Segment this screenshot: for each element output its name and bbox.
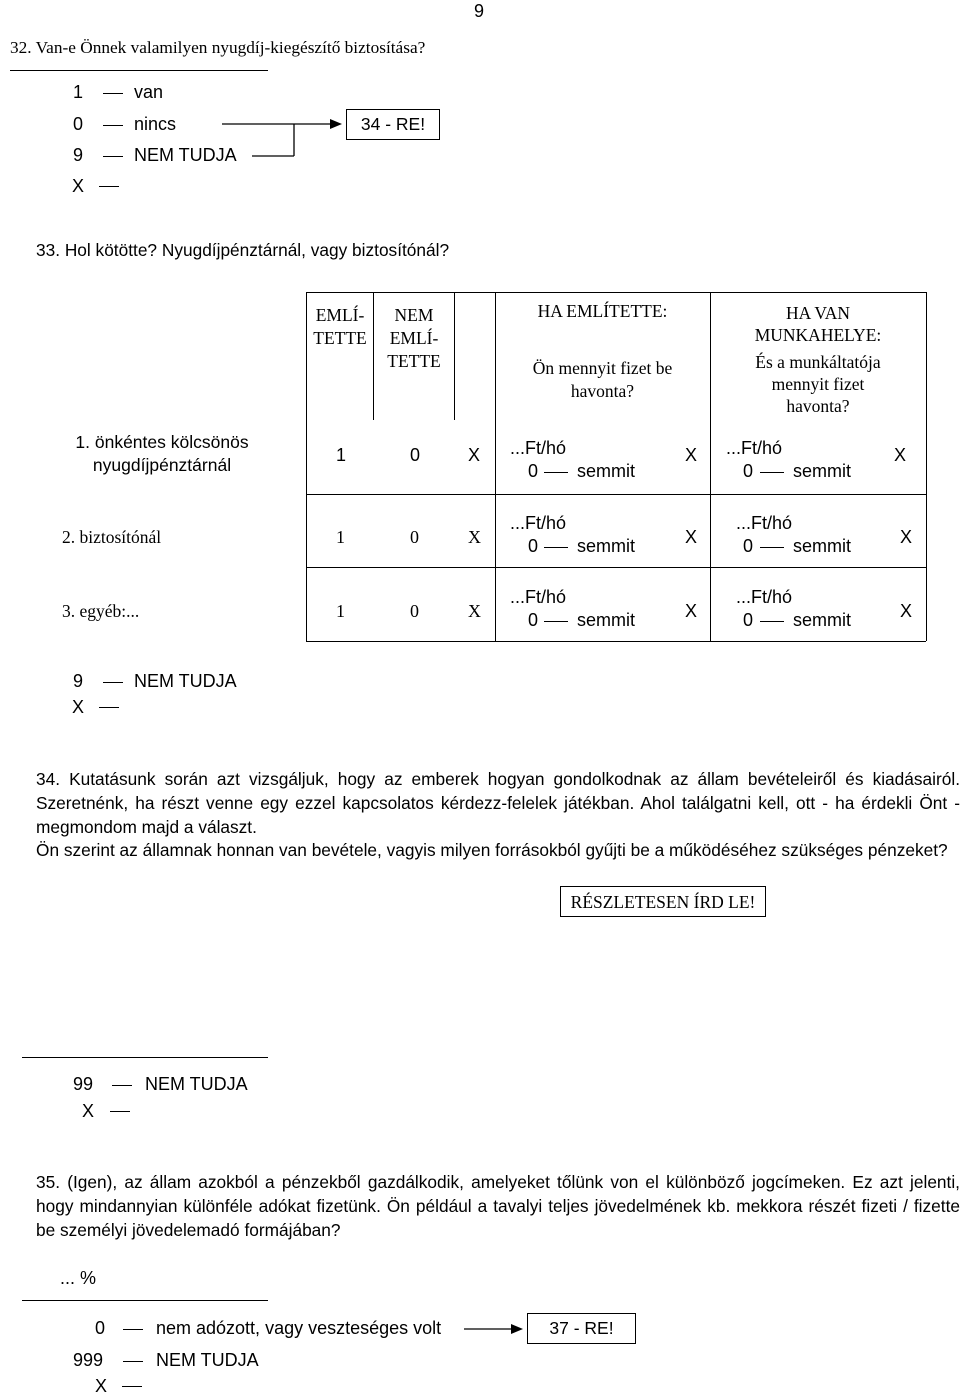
option-label: van xyxy=(134,82,164,102)
header-if-employed: HA VAN MUNKAHELYE: xyxy=(754,303,882,345)
option-code: X xyxy=(72,176,85,196)
code-1: 1 xyxy=(336,527,345,547)
q34-intro-text: 34. Kutatásunk során azt vizsgáljuk, hogy az emberek hogyan gondolkodnak az állam bevételeiről és kiadásairól. Szeretnénk, ha részt venne egy ezzel kapcsolatos kérdezz-felelek játékban. Ahol találgatni kell, ott - ha érdekli Önt - megmondom majd a választ. xyxy=(36,769,960,837)
amount-blank: ...Ft/hó xyxy=(736,513,793,533)
row-label: 1. önkéntes kölcsönös nyugdíjpénztárnál xyxy=(75,432,249,475)
code-0: 0 xyxy=(410,445,421,465)
option-code: 9 xyxy=(73,145,84,165)
none-label: semmit xyxy=(577,610,635,630)
code-1: 1 xyxy=(336,601,345,621)
none-code: 0 xyxy=(528,536,539,556)
q32-question: 32. Van-e Önnek valamilyen nyugdíj-kiegészítő biztosítása? xyxy=(10,38,426,57)
amount-blank: ...Ft/hó xyxy=(510,438,567,458)
option-label: NEM TUDJA xyxy=(134,671,237,691)
none-code: 0 xyxy=(528,461,539,481)
header-not-mentioned: NEM EMLÍ- TETTE xyxy=(387,305,441,371)
none-label: semmit xyxy=(577,536,635,556)
header-mentioned: EMLÍ- TETTE xyxy=(313,305,367,348)
row-label: 3. egyéb:... xyxy=(62,601,140,621)
none-code: 0 xyxy=(743,461,754,481)
header-if-mentioned: HA EMLÍTETTE: xyxy=(537,301,668,321)
skip-to-34-box: 34 - RE! xyxy=(346,109,440,140)
option-label: NEM TUDJA xyxy=(134,145,237,165)
code-x: X xyxy=(468,601,481,621)
option-code: X xyxy=(82,1101,95,1121)
option-label: NEM TUDJA xyxy=(145,1074,248,1094)
none-label: semmit xyxy=(577,461,635,481)
none-code: 0 xyxy=(743,610,754,630)
amount-blank: ...Ft/hó xyxy=(510,513,567,533)
code-1: 1 xyxy=(336,445,347,465)
code-x: X xyxy=(685,601,698,621)
none-label: semmit xyxy=(793,610,851,630)
code-x: X xyxy=(468,527,481,547)
option-code: X xyxy=(95,1376,108,1396)
code-0: 0 xyxy=(410,601,419,621)
none-label: semmit xyxy=(793,461,851,481)
option-code: X xyxy=(72,697,85,717)
code-x: X xyxy=(894,445,907,465)
option-label: NEM TUDJA xyxy=(156,1350,259,1370)
q35-question-text: 35. (Igen), az állam azokból a pénzekből gazdálkodik, amelyeket tőlünk von el különböző jogcímeken. Ez azt jelenti, hogy mindannyian különféle adókat fizetünk. Ön például a tavalyi teljes jövedelmének kb. mekkora részét fizeti / fizette be személyi jövedelemadó formájában? xyxy=(36,1172,960,1240)
code-x: X xyxy=(900,601,913,621)
amount-blank: ...Ft/hó xyxy=(736,587,793,607)
option-code: 9 xyxy=(73,671,84,691)
amount-blank: ...Ft/hó xyxy=(510,587,567,607)
option-code: 1 xyxy=(73,82,84,102)
amount-blank: ...Ft/hó xyxy=(726,438,783,458)
code-x: X xyxy=(685,527,698,547)
page-number: 9 xyxy=(474,1,485,21)
option-code: 999 xyxy=(73,1350,104,1370)
option-label: nincs xyxy=(134,114,177,134)
code-x: X xyxy=(468,445,481,465)
none-label: semmit xyxy=(793,536,851,556)
option-code: 99 xyxy=(73,1074,94,1094)
header-employer-question: És a munkáltatója mennyit fizet havonta? xyxy=(755,352,881,416)
code-0: 0 xyxy=(410,527,419,547)
q33-question: 33. Hol kötötte? Nyugdíjpénztárnál, vagy biztosítónál? xyxy=(36,240,450,260)
row-label: 2. biztosítónál xyxy=(62,527,162,547)
option-code: 0 xyxy=(73,114,84,134)
q34-question-text: Ön szerint az államnak honnan van bevétele, vagyis milyen forrásokból gyűjti be a működéséhez szükséges pénzeket? xyxy=(36,840,948,860)
percent-answer-blank: ... % xyxy=(60,1268,97,1288)
skip-to-37-box: 37 - RE! xyxy=(527,1313,636,1344)
header-amount-question: Ön mennyit fizet be havonta? xyxy=(532,358,673,401)
option-label: nem adózott, vagy veszteséges volt xyxy=(156,1318,442,1338)
code-x: X xyxy=(900,527,913,547)
describe-in-detail-box: RÉSZLETESEN ÍRD LE! xyxy=(560,886,766,917)
option-code: 0 xyxy=(95,1318,106,1338)
none-code: 0 xyxy=(743,536,754,556)
code-x: X xyxy=(685,445,698,465)
none-code: 0 xyxy=(528,610,539,630)
